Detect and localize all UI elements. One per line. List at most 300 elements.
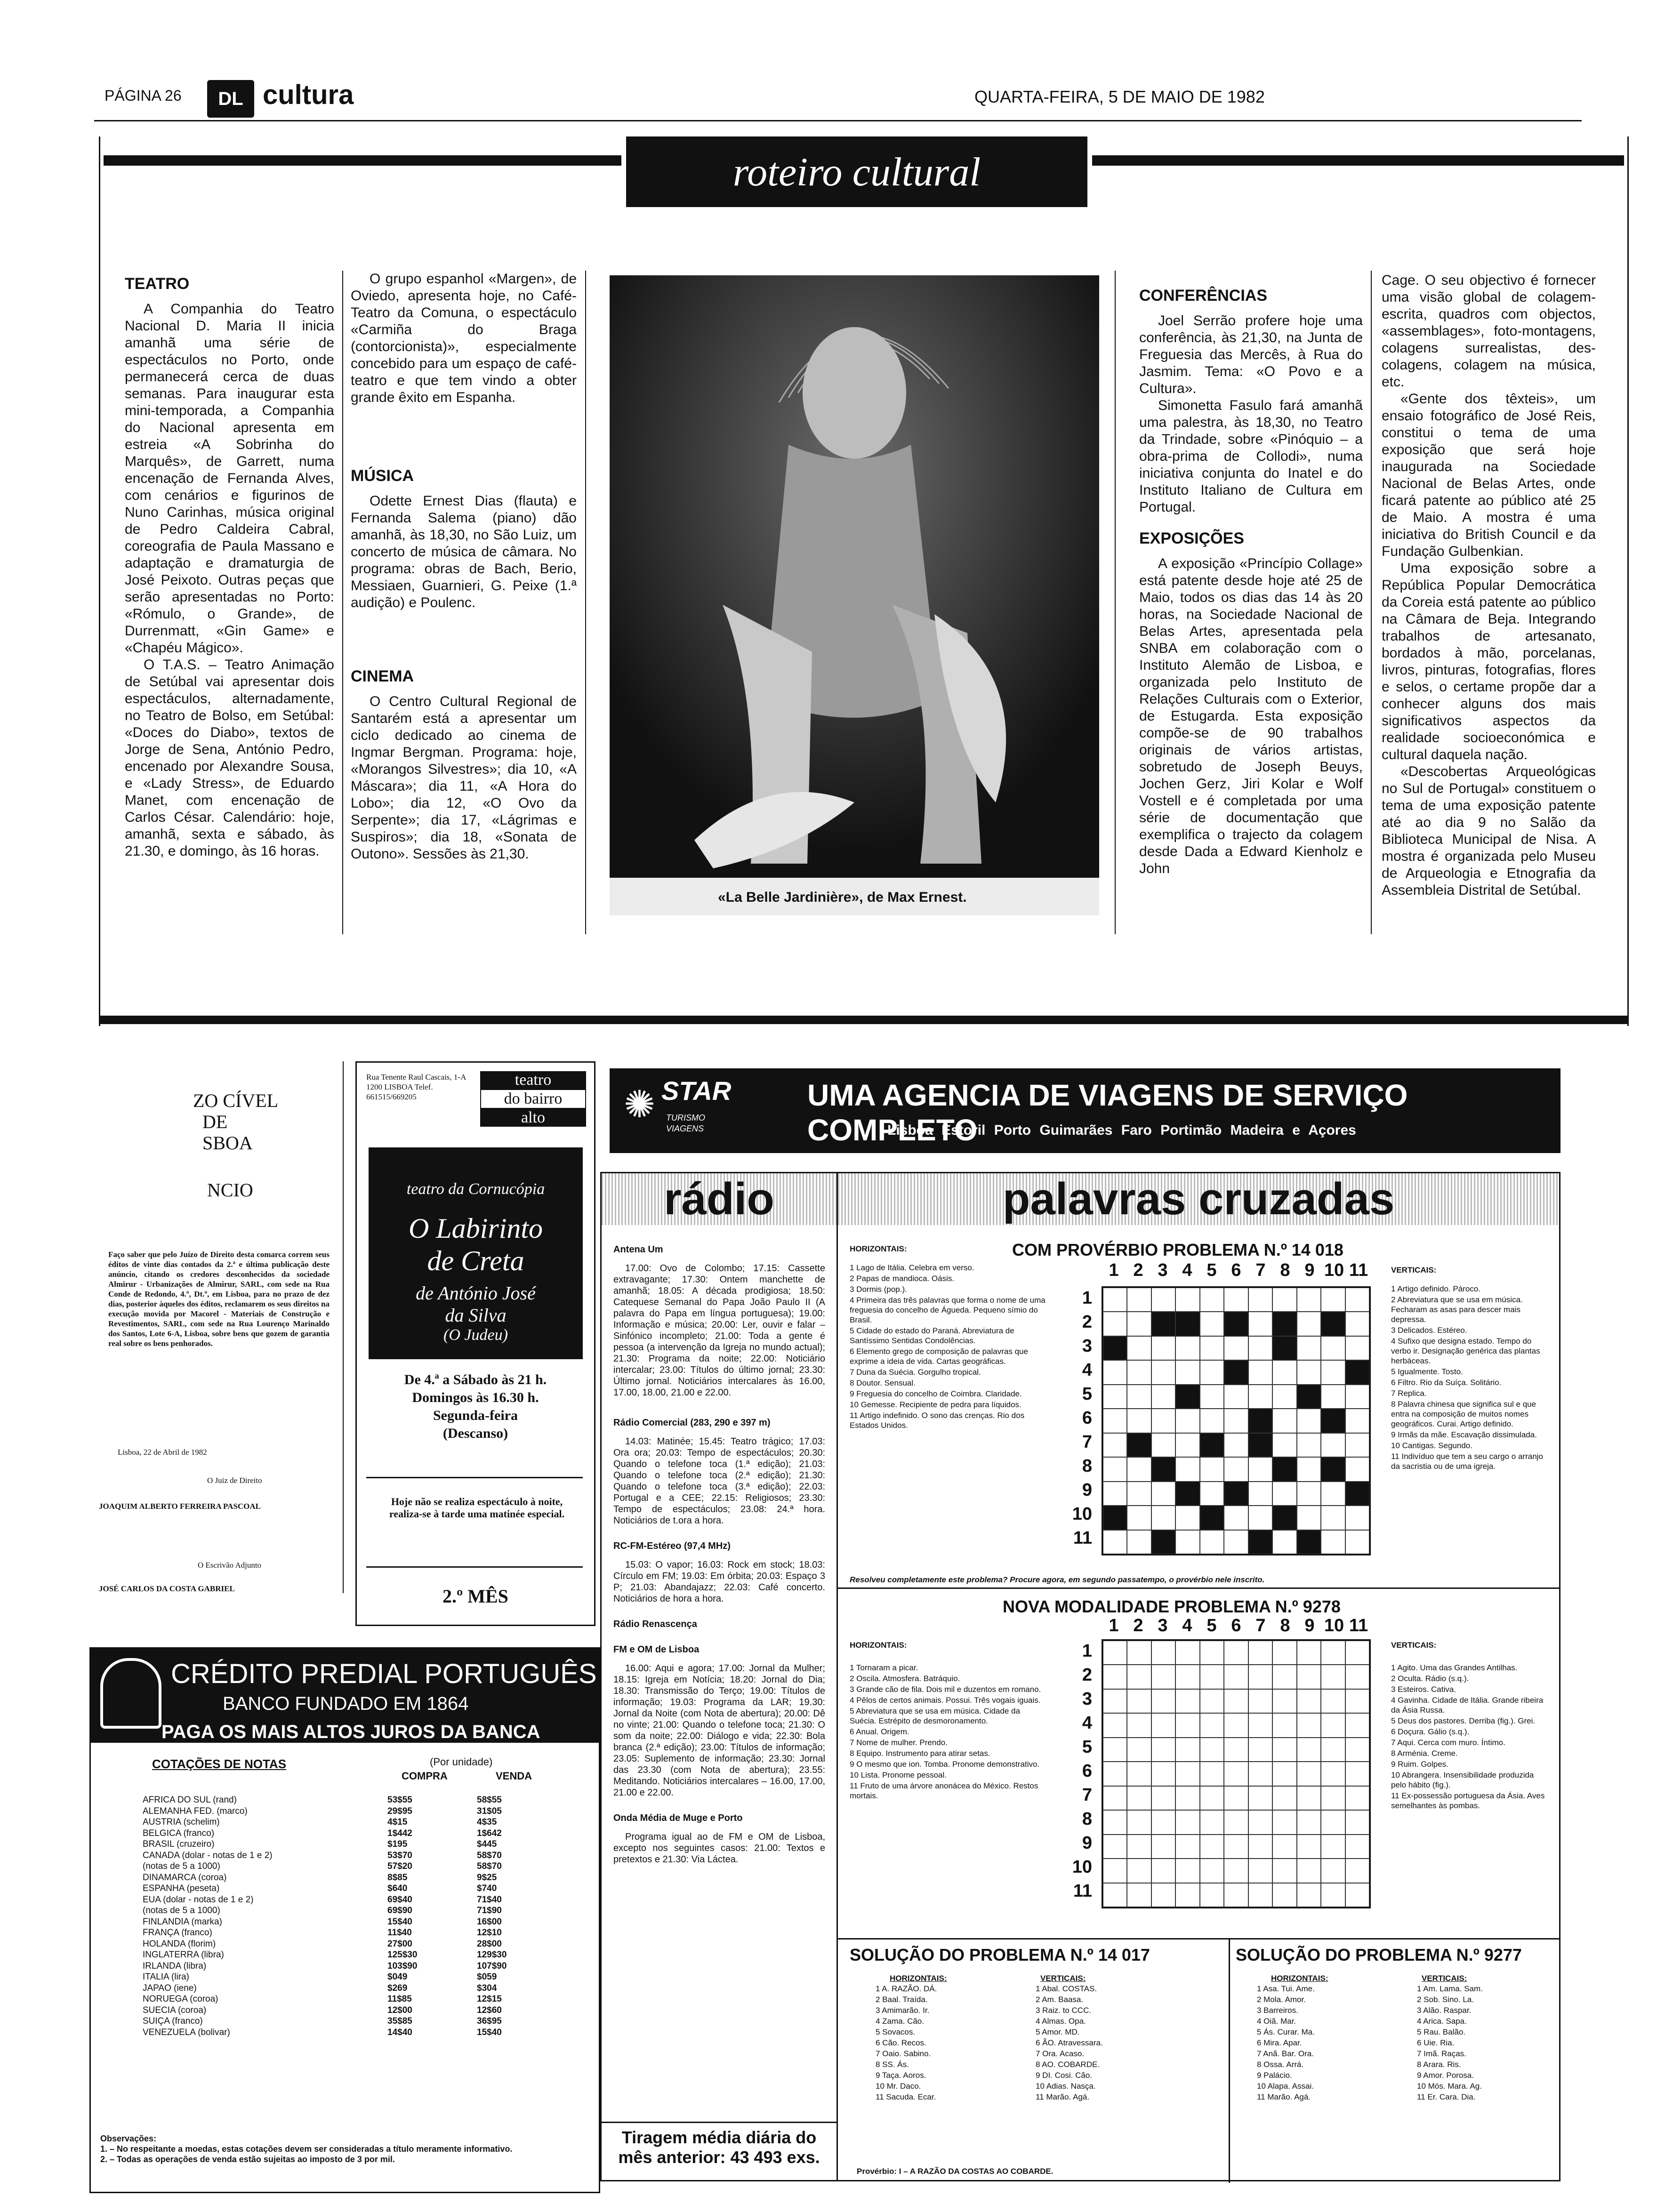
grid-cell[interactable] xyxy=(1248,1713,1272,1737)
grid-cell[interactable] xyxy=(1200,1786,1224,1810)
grid-cell[interactable] xyxy=(1272,1713,1296,1737)
grid-cell[interactable] xyxy=(1175,1336,1199,1360)
grid-cell[interactable] xyxy=(1151,1859,1175,1883)
p1-footer: Resolveu completamente este problema? Procure agora, em segundo passatempo, o provérbio nele inscrito. xyxy=(850,1575,1265,1584)
p2-vertical-clues xyxy=(1391,1663,1546,1811)
grid-cell[interactable] xyxy=(1151,1835,1175,1859)
grid-cell[interactable] xyxy=(1127,1810,1151,1834)
grid-cell[interactable] xyxy=(1297,1665,1321,1689)
grid-cell[interactable] xyxy=(1297,1336,1321,1360)
grid-cell[interactable] xyxy=(1127,1835,1151,1859)
grid-cell[interactable] xyxy=(1297,1385,1321,1409)
grid-cell[interactable] xyxy=(1272,1810,1296,1834)
grid-cell[interactable] xyxy=(1175,1433,1199,1457)
cinema-heading: CINEMA xyxy=(351,667,414,685)
grid-cell[interactable] xyxy=(1103,1641,1127,1665)
grid-cell[interactable] xyxy=(1345,1641,1369,1665)
grid-cell[interactable] xyxy=(1345,1457,1369,1481)
grid-cell[interactable] xyxy=(1272,1385,1296,1409)
grid-cell[interactable] xyxy=(1321,1713,1345,1737)
grid-cell[interactable] xyxy=(1175,1506,1199,1530)
grid-cell[interactable] xyxy=(1321,1385,1345,1409)
grid-cell[interactable] xyxy=(1297,1786,1321,1810)
grid-cell[interactable] xyxy=(1297,1457,1321,1481)
rate-sell: 31$05 xyxy=(477,1806,502,1816)
grid-cell[interactable] xyxy=(1103,1689,1127,1713)
p1-column-numbers xyxy=(1102,1260,1371,1281)
grid-cell[interactable] xyxy=(1224,1835,1248,1859)
grid-cell[interactable] xyxy=(1224,1312,1248,1336)
grid-cell[interactable] xyxy=(1127,1786,1151,1810)
grid-cell[interactable] xyxy=(1224,1530,1248,1554)
grid-cell[interactable] xyxy=(1175,1810,1199,1834)
grid-cell[interactable] xyxy=(1224,1713,1248,1737)
circulation xyxy=(602,2122,837,2167)
grid-cell[interactable] xyxy=(1224,1859,1248,1883)
grid-cell[interactable] xyxy=(1200,1859,1224,1883)
grid-cell[interactable] xyxy=(1272,1883,1296,1907)
grid-cell[interactable] xyxy=(1127,1530,1151,1554)
grid-cell[interactable] xyxy=(1175,1859,1199,1883)
grid-cell[interactable] xyxy=(1297,1859,1321,1883)
grid-cell[interactable] xyxy=(1321,1312,1345,1336)
grid-cell[interactable] xyxy=(1248,1433,1272,1457)
grid-cell[interactable] xyxy=(1321,1530,1345,1554)
grid-cell[interactable] xyxy=(1103,1457,1127,1481)
grid-cell[interactable] xyxy=(1224,1409,1248,1433)
grid-cell[interactable] xyxy=(1248,1506,1272,1530)
grid-cell[interactable] xyxy=(1297,1506,1321,1530)
grid-cell[interactable] xyxy=(1175,1457,1199,1481)
grid-cell[interactable] xyxy=(1248,1457,1272,1481)
grid-cell[interactable] xyxy=(1345,1288,1369,1312)
grid-cell[interactable] xyxy=(1272,1665,1296,1689)
grid-cell[interactable] xyxy=(1127,1883,1151,1907)
grid-cell[interactable] xyxy=(1103,1530,1127,1554)
column-number: 4 xyxy=(1182,1616,1192,1635)
radio-listings xyxy=(613,1244,825,1865)
grid-cell[interactable] xyxy=(1175,1641,1199,1665)
grid-cell[interactable] xyxy=(1224,1336,1248,1360)
grid-cell[interactable] xyxy=(1224,1641,1248,1665)
grid-cell[interactable] xyxy=(1297,1835,1321,1859)
grid-cell[interactable] xyxy=(1200,1482,1224,1506)
grid-cell[interactable] xyxy=(1248,1409,1272,1433)
grid-cell[interactable] xyxy=(1200,1810,1224,1834)
grid-cell[interactable] xyxy=(1151,1336,1175,1360)
grid-cell[interactable] xyxy=(1175,1713,1199,1737)
grid-cell[interactable] xyxy=(1151,1409,1175,1433)
grid-cell[interactable] xyxy=(1321,1506,1345,1530)
grid-cell[interactable] xyxy=(1103,1385,1127,1409)
grid-cell[interactable] xyxy=(1272,1409,1296,1433)
sol2-title: SOLUÇÃO DO PROBLEMA N.º 9277 xyxy=(1236,1945,1522,1964)
grid-cell[interactable] xyxy=(1272,1336,1296,1360)
grid-cell[interactable] xyxy=(1224,1689,1248,1713)
grid-cell[interactable] xyxy=(1151,1530,1175,1554)
grid-cell[interactable] xyxy=(1175,1482,1199,1506)
grid-cell[interactable] xyxy=(1321,1859,1345,1883)
grid-cell[interactable] xyxy=(1175,1360,1199,1384)
grid-cell[interactable] xyxy=(1224,1482,1248,1506)
grid-cell[interactable] xyxy=(1272,1360,1296,1384)
grid-cell[interactable] xyxy=(1200,1433,1224,1457)
grid-cell[interactable] xyxy=(1272,1859,1296,1883)
grid-cell[interactable] xyxy=(1200,1409,1224,1433)
grid-cell[interactable] xyxy=(1175,1689,1199,1713)
bank-slogan: PAGA OS MAIS ALTOS JUROS DA BANCA xyxy=(161,1722,540,1742)
row-number: 6 xyxy=(1082,1408,1092,1428)
grid-cell[interactable] xyxy=(1345,1385,1369,1409)
grid-cell[interactable] xyxy=(1103,1859,1127,1883)
grid-cell[interactable] xyxy=(1127,1312,1151,1336)
grid-cell[interactable] xyxy=(1297,1713,1321,1737)
grid-cell[interactable] xyxy=(1248,1859,1272,1883)
grid-cell[interactable] xyxy=(1345,1336,1369,1360)
grid-cell[interactable] xyxy=(1151,1433,1175,1457)
rate-currency: (notas de 5 a 1000) xyxy=(143,1906,220,1915)
rate-buy: 15$40 xyxy=(387,1916,412,1927)
grid-cell[interactable] xyxy=(1151,1713,1175,1737)
radio-schedule-2: 14.03: Matinée; 15.45: Teatro trágico; 17.03: Ora ora; 20.03: Tempo de espectáculos; 20.30: Quando o telefone toca (1.ª edição); 21.03: Quando o telefone toca (2.ª edição); 21.30: Quando o telefone toca (3.ª edição); 22.03: Portugal e a CEE; 22.15: Religiosos; 23.30: Tempo de espectáculos; 23.08: 24.ª hora. Noticiários de t.ora a hora. xyxy=(613,1436,825,1526)
grid-cell[interactable] xyxy=(1272,1482,1296,1506)
grid-cell[interactable] xyxy=(1297,1738,1321,1762)
grid-cell[interactable] xyxy=(1248,1689,1272,1713)
grid-cell[interactable] xyxy=(1272,1312,1296,1336)
grid-cell[interactable] xyxy=(1224,1883,1248,1907)
grid-cell[interactable] xyxy=(1321,1835,1345,1859)
grid-cell[interactable] xyxy=(1103,1312,1127,1336)
grid-cell[interactable] xyxy=(1345,1810,1369,1834)
grid-cell[interactable] xyxy=(1103,1738,1127,1762)
grid-cell[interactable] xyxy=(1345,1835,1369,1859)
p2-horizontal-clues xyxy=(850,1663,1047,1802)
grid-cell[interactable] xyxy=(1151,1810,1175,1834)
grid-cell[interactable] xyxy=(1175,1786,1199,1810)
grid-cell[interactable] xyxy=(1127,1385,1151,1409)
grid-cell[interactable] xyxy=(1103,1883,1127,1907)
grid-cell[interactable] xyxy=(1248,1738,1272,1762)
grid-cell[interactable] xyxy=(1200,1883,1224,1907)
grid-cell[interactable] xyxy=(1345,1530,1369,1554)
grid-cell[interactable] xyxy=(1127,1482,1151,1506)
grid-cell[interactable] xyxy=(1175,1312,1199,1336)
grid-cell[interactable] xyxy=(1200,1641,1224,1665)
grid-cell[interactable] xyxy=(1248,1762,1272,1786)
grid-cell[interactable] xyxy=(1103,1835,1127,1859)
row-number: 3 xyxy=(1082,1689,1092,1709)
grid-cell[interactable] xyxy=(1151,1738,1175,1762)
grid-cell[interactable] xyxy=(1200,1665,1224,1689)
grid-cell[interactable] xyxy=(1151,1641,1175,1665)
grid-cell[interactable] xyxy=(1297,1482,1321,1506)
grid-cell[interactable] xyxy=(1103,1810,1127,1834)
grid-cell[interactable] xyxy=(1345,1883,1369,1907)
grid-cell[interactable] xyxy=(1127,1409,1151,1433)
grid-cell[interactable] xyxy=(1103,1288,1127,1312)
grid-cell[interactable] xyxy=(1200,1835,1224,1859)
grid-cell[interactable] xyxy=(1272,1641,1296,1665)
grid-cell[interactable] xyxy=(1127,1762,1151,1786)
grid-cell[interactable] xyxy=(1127,1859,1151,1883)
grid-cell[interactable] xyxy=(1127,1360,1151,1384)
grid-cell[interactable] xyxy=(1224,1665,1248,1689)
cinema-p1: O Centro Cultural Regional de Santarém está a apresentar um ciclo dedicado ao cinema de Ingmar Bergman. Programa: hoje, «Morangos Silvestres»; dia 10, «A Máscara»; dia 11, «A Hora do Lobo»; dia 12, «O Ovo da Serpente»; dia 17, «Lágrimas e Suspiros»; dia 18, «Sonata de Outono». Sessões às 21,30. xyxy=(351,694,577,862)
grid-cell[interactable] xyxy=(1272,1457,1296,1481)
grid-cell[interactable] xyxy=(1224,1433,1248,1457)
grid-cell[interactable] xyxy=(1175,1738,1199,1762)
grid-cell[interactable] xyxy=(1224,1457,1248,1481)
grid-cell[interactable] xyxy=(1127,1288,1151,1312)
grid-cell[interactable] xyxy=(1127,1506,1151,1530)
grid-cell[interactable] xyxy=(1248,1288,1272,1312)
grid-cell[interactable] xyxy=(1345,1713,1369,1737)
grid-cell[interactable] xyxy=(1297,1762,1321,1786)
grid-cell[interactable] xyxy=(1297,1409,1321,1433)
grid-cell[interactable] xyxy=(1297,1312,1321,1336)
grid-cell[interactable] xyxy=(1103,1713,1127,1737)
grid-cell[interactable] xyxy=(1345,1665,1369,1689)
grid-cell[interactable] xyxy=(1127,1433,1151,1457)
grid-cell[interactable] xyxy=(1224,1810,1248,1834)
grid-cell[interactable] xyxy=(1127,1336,1151,1360)
grid-cell[interactable] xyxy=(1224,1762,1248,1786)
grid-cell[interactable] xyxy=(1224,1786,1248,1810)
clue-item: 4 Sufixo que designa estado. Tempo do verbo ir. Designação genérica das plantas herbáceas. xyxy=(1391,1337,1540,1365)
column-number: 9 xyxy=(1304,1260,1315,1280)
grid-cell[interactable] xyxy=(1151,1360,1175,1384)
grid-cell[interactable] xyxy=(1272,1689,1296,1713)
grid-cell[interactable] xyxy=(1200,1385,1224,1409)
theatre-logo-line3: alto xyxy=(480,1109,586,1127)
grid-cell[interactable] xyxy=(1200,1288,1224,1312)
grid-cell[interactable] xyxy=(1224,1506,1248,1530)
p1-grid[interactable] xyxy=(1102,1286,1371,1555)
grid-cell[interactable] xyxy=(1248,1482,1272,1506)
grid-cell[interactable] xyxy=(1103,1409,1127,1433)
grid-cell[interactable] xyxy=(1175,1288,1199,1312)
grid-cell[interactable] xyxy=(1272,1530,1296,1554)
grid-cell[interactable] xyxy=(1321,1738,1345,1762)
col-divider-2 xyxy=(585,271,586,934)
rate-sell: 107$90 xyxy=(477,1961,507,1971)
grid-cell[interactable] xyxy=(1248,1336,1272,1360)
grid-cell[interactable] xyxy=(1175,1762,1199,1786)
grid-cell[interactable] xyxy=(1272,1433,1296,1457)
grid-cell[interactable] xyxy=(1321,1288,1345,1312)
grid-cell[interactable] xyxy=(1151,1312,1175,1336)
clue-item: 3 Dormis (pop.). xyxy=(850,1285,907,1294)
grid-cell[interactable] xyxy=(1297,1883,1321,1907)
grid-cell[interactable] xyxy=(1321,1762,1345,1786)
grid-cell[interactable] xyxy=(1175,1835,1199,1859)
row-number: 8 xyxy=(1082,1809,1092,1829)
clue-item: 11 Fruto de uma árvore anonácea do México. Restos mortais. xyxy=(850,1781,1038,1800)
grid-cell[interactable] xyxy=(1321,1457,1345,1481)
grid-cell[interactable] xyxy=(1248,1385,1272,1409)
grid-cell[interactable] xyxy=(1272,1762,1296,1786)
grid-cell[interactable] xyxy=(1103,1762,1127,1786)
grid-cell[interactable] xyxy=(1297,1360,1321,1384)
row-number: 3 xyxy=(1082,1336,1092,1356)
clue-item: 1 Artigo definido. Pároco. xyxy=(1391,1284,1480,1293)
grid-cell[interactable] xyxy=(1345,1409,1369,1433)
clue-item: 9 Amor. Porosa. xyxy=(1417,2071,1474,2080)
grid-cell[interactable] xyxy=(1151,1786,1175,1810)
grid-cell[interactable] xyxy=(1224,1385,1248,1409)
grid-cell[interactable] xyxy=(1345,1859,1369,1883)
grid-cell[interactable] xyxy=(1151,1665,1175,1689)
grid-cell[interactable] xyxy=(1272,1835,1296,1859)
grid-cell[interactable] xyxy=(1200,1530,1224,1554)
rate-sell: 4$35 xyxy=(477,1817,497,1827)
grid-cell[interactable] xyxy=(1103,1506,1127,1530)
grid-cell[interactable] xyxy=(1297,1810,1321,1834)
grid-cell[interactable] xyxy=(1297,1689,1321,1713)
grid-cell[interactable] xyxy=(1345,1506,1369,1530)
grid-cell[interactable] xyxy=(1345,1689,1369,1713)
rate-sell: 16$00 xyxy=(477,1916,502,1927)
grid-cell[interactable] xyxy=(1224,1360,1248,1384)
grid-cell[interactable] xyxy=(1127,1738,1151,1762)
rate-buy: 57$20 xyxy=(387,1861,412,1871)
play-author-2: da Silva xyxy=(445,1305,507,1326)
grid-cell[interactable] xyxy=(1151,1689,1175,1713)
column-3 xyxy=(1139,282,1363,877)
star-logo-icon: ✺ xyxy=(624,1083,656,1125)
grid-cell[interactable] xyxy=(1321,1665,1345,1689)
grid-cell[interactable] xyxy=(1151,1385,1175,1409)
rate-sell: 36$95 xyxy=(477,2016,502,2026)
grid-cell[interactable] xyxy=(1248,1641,1272,1665)
rate-sell: 12$10 xyxy=(477,1928,502,1938)
grid-cell[interactable] xyxy=(1345,1738,1369,1762)
grid-cell[interactable] xyxy=(1151,1883,1175,1907)
grid-cell[interactable] xyxy=(1127,1713,1151,1737)
grid-cell[interactable] xyxy=(1248,1786,1272,1810)
grid-cell[interactable] xyxy=(1175,1530,1199,1554)
grid-cell[interactable] xyxy=(1272,1786,1296,1810)
schedule-rest: (Descanso) xyxy=(442,1426,508,1441)
grid-cell[interactable] xyxy=(1321,1360,1345,1384)
grid-cell[interactable] xyxy=(1151,1482,1175,1506)
grid-cell[interactable] xyxy=(1151,1762,1175,1786)
grid-cell[interactable] xyxy=(1272,1288,1296,1312)
grid-cell[interactable] xyxy=(1297,1288,1321,1312)
radio-title: rádio xyxy=(602,1173,837,1225)
grid-cell[interactable] xyxy=(1297,1530,1321,1554)
grid-cell[interactable] xyxy=(1224,1738,1248,1762)
clue-item: 5 Igualmente. Tosto. xyxy=(1391,1367,1463,1376)
grid-cell[interactable] xyxy=(1248,1530,1272,1554)
rate-buy: 4$15 xyxy=(387,1817,408,1827)
grid-cell[interactable] xyxy=(1345,1312,1369,1336)
clue-item: 11 Ex-possessão portuguesa da Ásia. Aves semelhantes às pombas. xyxy=(1391,1791,1545,1810)
grid-cell[interactable] xyxy=(1248,1312,1272,1336)
grid-cell[interactable] xyxy=(1297,1641,1321,1665)
grid-cell[interactable] xyxy=(1127,1641,1151,1665)
clue-item: 3 Raiz. to CCC. xyxy=(1036,2006,1092,2015)
grid-cell[interactable] xyxy=(1321,1810,1345,1834)
grid-cell[interactable] xyxy=(1127,1665,1151,1689)
grid-cell[interactable] xyxy=(1200,1457,1224,1481)
grid-cell[interactable] xyxy=(1200,1738,1224,1762)
grid-cell[interactable] xyxy=(1200,1689,1224,1713)
clue-item: 7 Nome de mulher. Prendo. xyxy=(850,1738,948,1747)
grid-cell[interactable] xyxy=(1200,1312,1224,1336)
grid-cell[interactable] xyxy=(1345,1762,1369,1786)
grid-cell[interactable] xyxy=(1127,1689,1151,1713)
page-number: PÁGINA 26 xyxy=(105,87,182,104)
grid-cell[interactable] xyxy=(1248,1835,1272,1859)
grid-cell[interactable] xyxy=(1103,1360,1127,1384)
grid-cell[interactable] xyxy=(1200,1713,1224,1737)
grid-cell[interactable] xyxy=(1175,1409,1199,1433)
grid-cell[interactable] xyxy=(1200,1336,1224,1360)
grid-cell[interactable] xyxy=(1248,1665,1272,1689)
p2-grid[interactable] xyxy=(1102,1639,1371,1908)
grid-cell[interactable] xyxy=(1103,1433,1127,1457)
grid-cell[interactable] xyxy=(1321,1482,1345,1506)
grid-cell[interactable] xyxy=(1345,1482,1369,1506)
grid-cell[interactable] xyxy=(1200,1360,1224,1384)
clue-item: 8 Ossa. Arrá. xyxy=(1257,2060,1304,2069)
grid-cell[interactable] xyxy=(1175,1665,1199,1689)
grid-cell[interactable] xyxy=(1127,1457,1151,1481)
sol2-vertical xyxy=(1417,1984,1549,2103)
rate-currency: (notas de 5 a 1000) xyxy=(143,1861,220,1871)
grid-cell[interactable] xyxy=(1103,1786,1127,1810)
rate-currency: DINAMARCA (coroa) xyxy=(143,1872,227,1883)
grid-cell[interactable] xyxy=(1321,1433,1345,1457)
grid-cell[interactable] xyxy=(1151,1288,1175,1312)
grid-cell[interactable] xyxy=(1103,1336,1127,1360)
grid-cell[interactable] xyxy=(1248,1810,1272,1834)
grid-cell[interactable] xyxy=(1321,1689,1345,1713)
grid-cell[interactable] xyxy=(1321,1641,1345,1665)
column-number: 7 xyxy=(1255,1616,1266,1635)
newspaper-logo: DL xyxy=(207,80,254,118)
grid-cell[interactable] xyxy=(1151,1506,1175,1530)
grid-cell[interactable] xyxy=(1175,1883,1199,1907)
clue-item: 6 Cão. Recos. xyxy=(876,2038,926,2047)
grid-cell[interactable] xyxy=(1224,1288,1248,1312)
grid-cell[interactable] xyxy=(1248,1883,1272,1907)
grid-cell[interactable] xyxy=(1321,1409,1345,1433)
note-1: 1. – No respeitante a moedas, estas cotações devem ser consideradas a título meramente informativo. xyxy=(100,2144,513,2154)
clue-item: 7 Anã. Bar. Ora. xyxy=(1257,2049,1314,2058)
grid-cell[interactable] xyxy=(1297,1433,1321,1457)
grid-cell[interactable] xyxy=(1321,1786,1345,1810)
grid-cell[interactable] xyxy=(1321,1883,1345,1907)
grid-cell[interactable] xyxy=(1345,1360,1369,1384)
grid-cell[interactable] xyxy=(1272,1506,1296,1530)
grid-cell[interactable] xyxy=(1151,1457,1175,1481)
grid-cell[interactable] xyxy=(1272,1738,1296,1762)
grid-cell[interactable] xyxy=(1200,1506,1224,1530)
grid-cell[interactable] xyxy=(1175,1385,1199,1409)
clue-item: 4 Oiã. Mar. xyxy=(1257,2017,1296,2026)
grid-cell[interactable] xyxy=(1345,1433,1369,1457)
rate-sell: $445 xyxy=(477,1839,497,1849)
clue-item: 3 Barreiros. xyxy=(1257,2006,1298,2015)
grid-cell[interactable] xyxy=(1345,1786,1369,1810)
grid-cell[interactable] xyxy=(1103,1665,1127,1689)
grid-cell[interactable] xyxy=(1103,1482,1127,1506)
grid-cell[interactable] xyxy=(1321,1336,1345,1360)
grid-cell[interactable] xyxy=(1200,1762,1224,1786)
grid-cell[interactable] xyxy=(1248,1360,1272,1384)
